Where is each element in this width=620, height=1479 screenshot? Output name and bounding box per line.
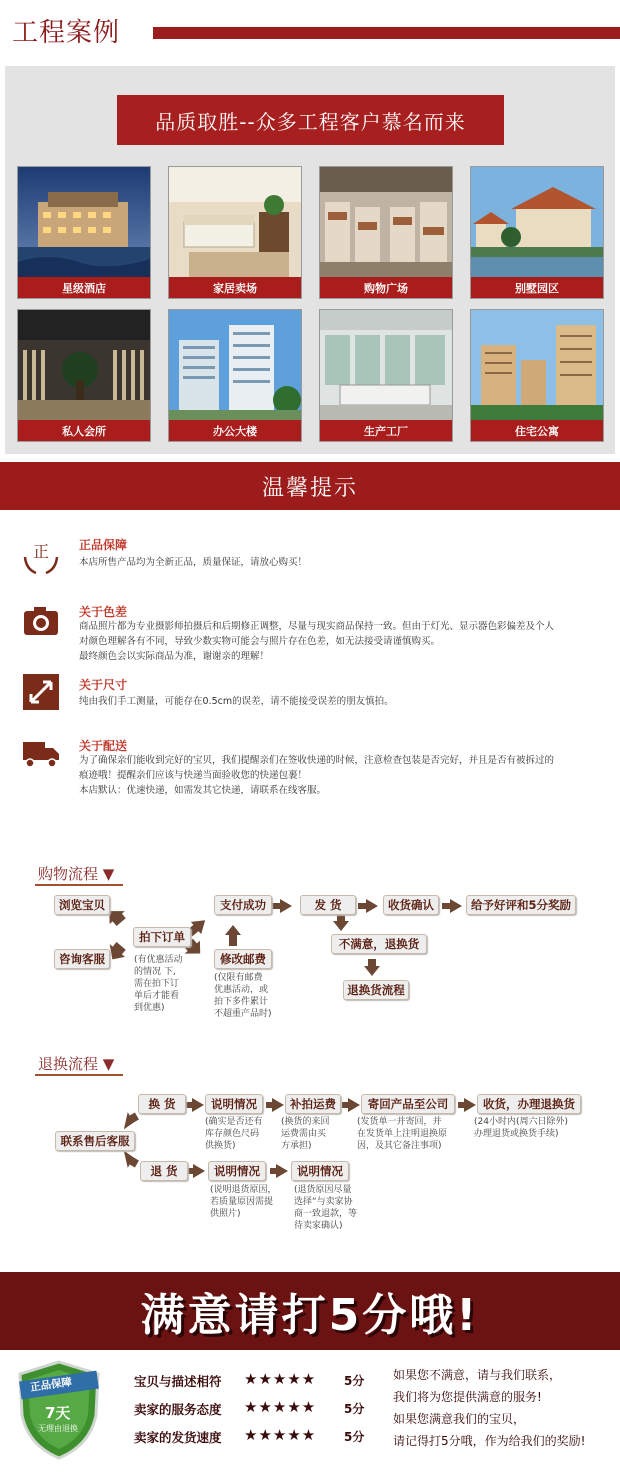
tile-label: 星级酒店 bbox=[62, 281, 106, 295]
send-back-note: (发货单一并寄回，并 在发货单上注明退换原 因，及其它备注事项) bbox=[357, 1117, 448, 1151]
section-underline bbox=[35, 1074, 123, 1076]
explain-refund-note: (说明退货原因， 若质量原因需提 供照片) bbox=[210, 1185, 277, 1219]
shopping-plaza-photo bbox=[320, 167, 452, 277]
villa-photo bbox=[471, 167, 603, 277]
tip-body: 纯由我们手工测量，可能存在0.5cm的误差，请不能接受误差的朋友慎拍。 bbox=[79, 696, 394, 707]
tile-private-club[interactable] bbox=[17, 309, 151, 442]
tip-body: 本店所售产品均为全新正品，质量保证，请放心购买！ bbox=[79, 557, 308, 568]
tip-title: 关于尺寸 bbox=[79, 678, 128, 692]
step-explain-refund[interactable]: 说明情况 bbox=[208, 1161, 266, 1181]
tile-label: 家居卖场 bbox=[213, 281, 257, 295]
step-return-flow[interactable]: 退换货流程 bbox=[343, 980, 409, 1000]
step-paid[interactable]: 支付成功 bbox=[214, 895, 272, 915]
step-contact-service[interactable]: 联系售后客服 bbox=[55, 1131, 135, 1151]
step-exchange[interactable]: 换 货 bbox=[138, 1094, 186, 1114]
contact-line: 请记得打5分哦，作为给我们的奖励! bbox=[393, 1434, 586, 1448]
tip-title: 关于色差 bbox=[79, 605, 128, 619]
tile-factory[interactable] bbox=[319, 309, 453, 442]
star-rating: ★★★★★ bbox=[244, 1370, 317, 1388]
project-banner: 品质取胜--众多工程客户慕名而来 bbox=[117, 95, 504, 145]
residential-photo bbox=[471, 310, 603, 420]
star-rating: ★★★★★ bbox=[244, 1426, 317, 1444]
step-refund[interactable]: 退 货 bbox=[140, 1161, 188, 1181]
step-praise[interactable]: 给予好评和5分奖励 bbox=[466, 895, 576, 915]
tile-label: 生产工厂 bbox=[364, 424, 408, 438]
rating-label: 卖家的发货速度 bbox=[134, 1430, 222, 1445]
office-photo bbox=[169, 310, 301, 420]
step-browse[interactable]: 浏览宝贝 bbox=[54, 895, 110, 915]
pay-shipping-note: (换货的来回 运费需由买 方承担) bbox=[281, 1117, 330, 1151]
contact-line: 如果您不满意，请与我们联系， bbox=[393, 1368, 562, 1382]
tile-label: 购物广场 bbox=[364, 281, 408, 295]
explain-exchange-note: (确实是否还有 库存颜色尺码 供换货) bbox=[205, 1117, 263, 1151]
step-modify-postage[interactable]: 修改邮费 bbox=[214, 949, 272, 969]
step-order[interactable]: 拍下订单 bbox=[133, 927, 191, 947]
truck-icon bbox=[22, 734, 60, 772]
camera-icon bbox=[22, 603, 60, 641]
tip-title: 正品保障 bbox=[79, 538, 128, 552]
modify-note: (仅限有邮费 优惠活动，或 拍下多件累计 不超重产品时) bbox=[214, 973, 272, 1019]
tile-star-hotel[interactable] bbox=[17, 166, 151, 299]
hotel-photo bbox=[18, 167, 150, 277]
svg-text:正: 正 bbox=[32, 542, 50, 561]
tip-body: 为了确保亲们能收到完好的宝贝，我们提醒亲们在签收快递的时候，注意检查包装是否完好，并且是否有被拆过的 痕迹哦！提醒亲们应该与快递当面验收您的快递包裹！ 本店默认：优速快递，如需发其它快递，请联系在线客服。 bbox=[79, 755, 555, 796]
tile-label: 住宅公寓 bbox=[515, 424, 559, 438]
tile-villa-park[interactable] bbox=[470, 166, 604, 299]
rating-score: 5分 bbox=[344, 1430, 365, 1444]
return-flow-title: 退换流程 ▼ bbox=[38, 1055, 115, 1073]
rating-score: 5分 bbox=[344, 1402, 365, 1416]
step-consult[interactable]: 咨询客服 bbox=[54, 949, 110, 969]
step-pay-shipping[interactable]: 补拍运费 bbox=[285, 1094, 341, 1114]
genuine-hands-icon bbox=[22, 537, 60, 575]
genuine-guarantee-badge: 正品保障 7天 无理由退换 bbox=[16, 1360, 102, 1460]
step-receive-handle[interactable]: 收货，办理退换货 bbox=[477, 1094, 581, 1114]
step-receive[interactable]: 收货确认 bbox=[383, 895, 439, 915]
title-rule bbox=[153, 27, 620, 39]
private-club-photo bbox=[18, 310, 150, 420]
tile-label: 私人会所 bbox=[62, 424, 106, 438]
explain-reason-note: (退货原因尽量 选择“与卖家协 商一致退款，等 待卖家确认) bbox=[294, 1185, 358, 1231]
tile-label: 别墅园区 bbox=[515, 281, 559, 295]
step-unhappy[interactable]: 不满意，退换货 bbox=[331, 934, 427, 954]
rating-banner-text: 满意请打5分哦! bbox=[140, 1290, 480, 1341]
page-title: 工程案例 bbox=[12, 18, 121, 48]
order-note: (有优惠活动 的情况 下, 需在拍下订 单后才能看 到优惠) bbox=[134, 955, 183, 1013]
step-send-back[interactable]: 寄回产品至公司 bbox=[361, 1094, 455, 1114]
tile-furniture-mall[interactable] bbox=[168, 166, 302, 299]
rating-banner bbox=[0, 1272, 620, 1350]
tip-title: 关于配送 bbox=[79, 739, 128, 753]
contact-line: 我们将为您提供满意的服务! bbox=[393, 1390, 542, 1404]
shopping-flow-title: 购物流程 ▼ bbox=[38, 865, 115, 883]
tile-label: 办公大楼 bbox=[213, 424, 257, 438]
rating-label: 宝贝与描述相符 bbox=[134, 1374, 222, 1389]
tile-shopping-plaza[interactable] bbox=[319, 166, 453, 299]
step-explain-reason[interactable]: 说明情况 bbox=[291, 1161, 349, 1181]
rating-score: 5分 bbox=[344, 1374, 365, 1388]
furniture-mall-photo bbox=[169, 167, 301, 277]
star-rating: ★★★★★ bbox=[244, 1398, 317, 1416]
tip-body: 商品照片都为专业摄影师拍摄后和后期修正调整，尽量与现实商品保持一致。但由于灯光、显示器色彩偏差及个人 对颜色理解各有不同，导致少数实物可能会与照片存在色差，如无法接受请谨慎购买。 最终颜色会以实际商品为准，谢谢亲的理解！ bbox=[79, 621, 555, 662]
contact-line: 如果您满意我们的宝贝， bbox=[393, 1412, 526, 1426]
tile-office-building[interactable] bbox=[168, 309, 302, 442]
rating-label: 卖家的服务态度 bbox=[134, 1402, 222, 1417]
tile-residential[interactable] bbox=[470, 309, 604, 442]
factory-photo bbox=[320, 310, 452, 420]
receive-handle-note: (24小时内(周六日除外) 办理退货或换货手续) bbox=[474, 1117, 568, 1139]
step-ship[interactable]: 发 货 bbox=[300, 895, 356, 915]
step-explain-exchange[interactable]: 说明情况 bbox=[205, 1094, 263, 1114]
tips-header: 温馨提示 bbox=[0, 462, 620, 510]
resize-icon bbox=[22, 673, 60, 711]
